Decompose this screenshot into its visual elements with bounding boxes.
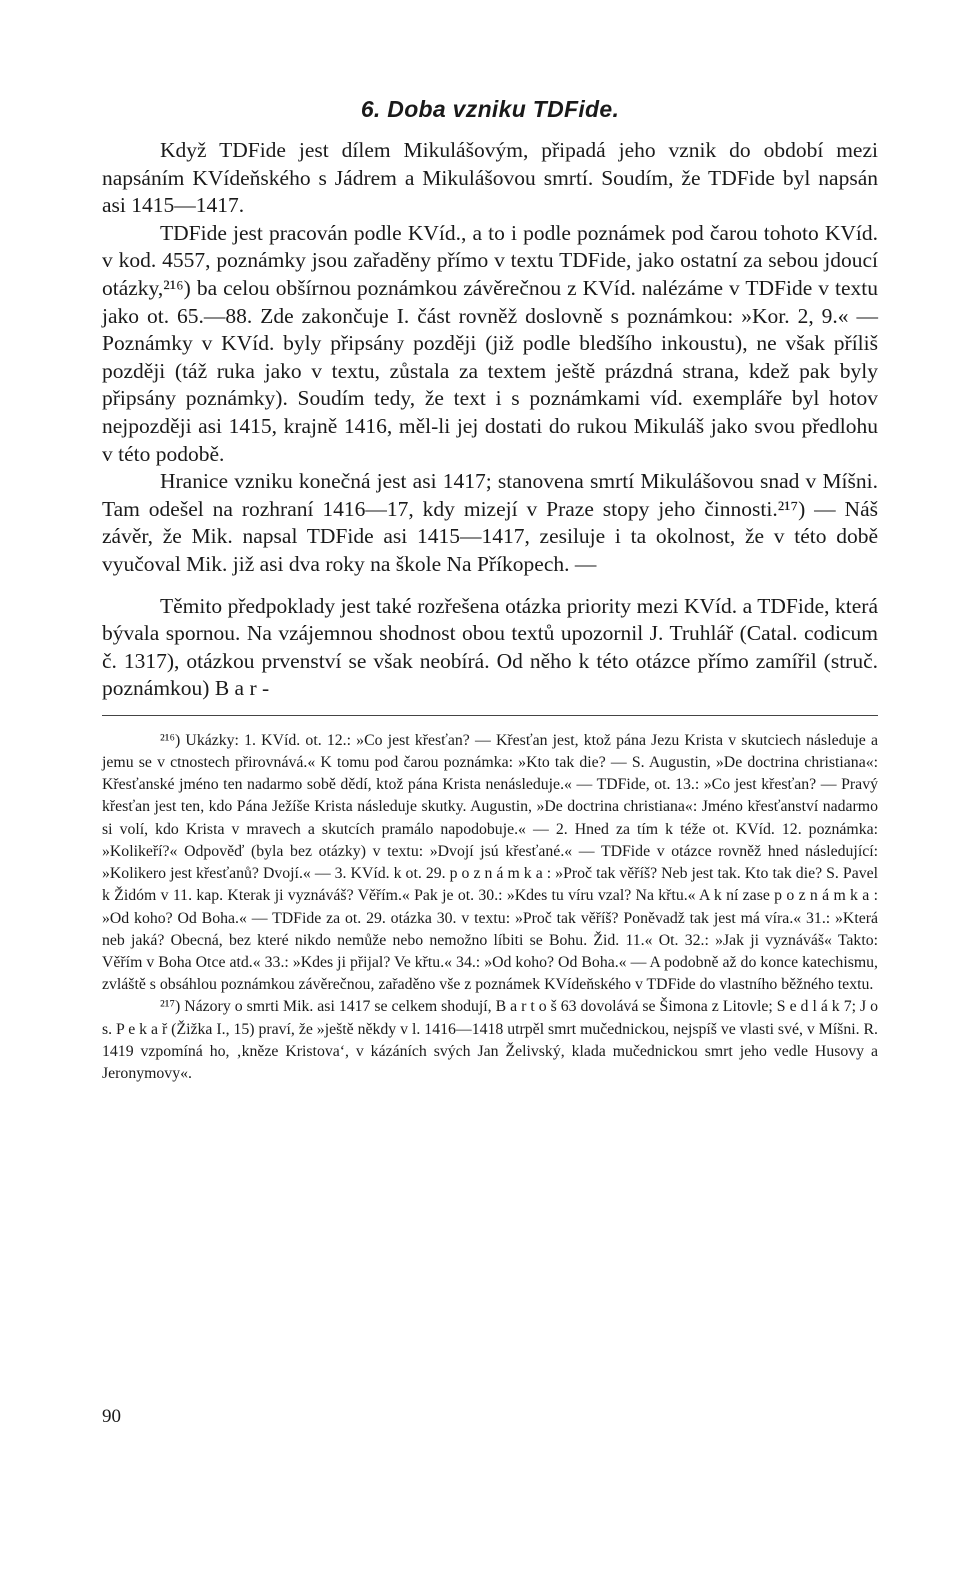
paragraph: Hranice vzniku konečná jest asi 1417; stanovena smrtí Mikulášovou snad v Míšni. Tam odešel na rozhraní 1416—17, kdy mizejí v Praze stopy jeho činnosti.²¹⁷) — Náš závěr, že Mik. napsal TDFide asi 1415—1417, zesiluje i ta okolnost, že v této době vyučoval Mik. již asi dva roky na škole Na Příkopech. — [102, 469, 878, 576]
footnote-divider [102, 715, 878, 716]
footnote-216: ²¹⁶) Ukázky: 1. KVíd. ot. 12.: »Co jest křesťan? — Křesťan jest, ktož pána Jezu Krista v skutciech následuje a jemu se v ctnostech přirovnává.« K tomu pod čarou poznámka: »Kto tak die? — S. Augustin, »De doctrina christiana«: Křesťanské jméno ten nadarmo sobě dědí, ktož pána Krista nenásleduje.« — TDFide, ot. 13.: »Co jest křesťan? — Pravý křesťan jest ten, kdo Pána Ježíše Krista následuje skutky. Augustin, »De doctrina christiana«: Jméno křesťanství nadarmo si volí, kdo Krista v mravech a skutcích pramálo napodobuje.« — 2. Hned za tím k téže ot. KVíd. 12. poznámka: »Kolikeří?« Odpověď (byla bez otázky) v textu: »Dvojí jsú křesťané.« — TDFide v otázce rovněž hned následující: »Kolikero jest křesťanů? Dvojí.« — 3. KVíd. k ot. 29. p o z n á m k a : »Proč tak věříš? Neb jest tak. Kto tak die? S. Pavel k Židóm v 11. kap. Kterak ji vyznáváš? Věřím.« Pak je ot. 30.: »Kdes tu víru vzal? Na křtu.« A k ní zase p o z n á m k a : »Od koho? Od Boha.« — TDFide za ot. 29. otázka 30. v textu: »Proč tak věříš? Poněvadž tak jest má víra.« 31.: »Která neb jaká? Obecná, bez které nikdo nemůže nebo nemožno líbiti se Bohu. Žid. 11.« Ot. 32.: »Jak ji vyznáváš« Takto: Věřím v Boha Otce atd.« 33.: »Kdes ji přijal? Ve křtu.« 34.: »Od koho? Od Boha.« — A podobně až do konce katechismu, zvláště s obsáhlou poznámkou závěrečnou, zařaděno vše z poznámek KVídeňského v TDFide do vlastního běžného textu. [102, 731, 878, 994]
page-number: 90 [102, 1406, 121, 1427]
page [102, 96, 878, 1085]
paragraph: Těmito předpoklady jest také rozřešena otázka priority mezi KVíd. a TDFide, která bývala spornou. Na vzájemnou shodnost obou textů upozornil J. Truhlář (Catal. codicum č. 1317), otázkou prvenství se však neobírá. Od něho k této otázce přímo zamířil (struč. poznámkou) B a r - [102, 593, 878, 701]
body-text [102, 137, 878, 703]
paragraph: TDFide jest pracován podle KVíd., a to i podle poznámek pod čarou tohoto KVíd. v kod. 4557, poznámky jsou zařaděny přímo v textu TDFide, jako ostatní za sebou jdoucí otázky,²¹⁶) ba celou obšírnou poznámkou závěrečnou z KVíd. nalézáme v TDFide v textu jako ot. 65.—88. Zde zakončuje I. část rovněž doslovně s poznámkou: »Kor. 2, 9.« — Poznámky v KVíd. byly připsány později (již podle bledšího inkoustu), ne však příliš později (táž ruka jako v textu, zůstala za textem ještě prázdná strana, kdež pak byly připsány poznámky). Soudím tedy, že text i s poznámkami víd. exempláře byl hotov nejpozději asi 1415, krajně 1416, měl-li jej dostati do rukou Mikuláš jako svou předlohu v této podobě. [102, 220, 878, 466]
footnote-217: ²¹⁷) Názory o smrti Mik. asi 1417 se celkem shodují, B a r t o š 63 dovolává se Šimona z Litovle; S e d l á k 7; J o s. P e k a ř (Žižka I., 15) praví, že »ještě někdy v l. 1416—1418 utrpěl smrt mučednickou, nejspíš ve vlasti své, v Míšni. R. 1419 vzpomíná ho, ‚kněze Kristova‘, v kázáních svých Jan Želivský, klada mučednickou smrt jeho vedle Husovy a Jeronymovy«. [102, 998, 878, 1082]
paragraph: Když TDFide jest dílem Mikulášovým, připadá jeho vznik do období mezi napsáním KVídeňského s Jádrem a Mikulášovou smrtí. Soudím, že TDFide byl napsán asi 1415—1417. [102, 138, 878, 218]
footnotes [102, 730, 878, 1085]
section-heading: 6. Doba vzniku TDFide. [360, 96, 620, 122]
